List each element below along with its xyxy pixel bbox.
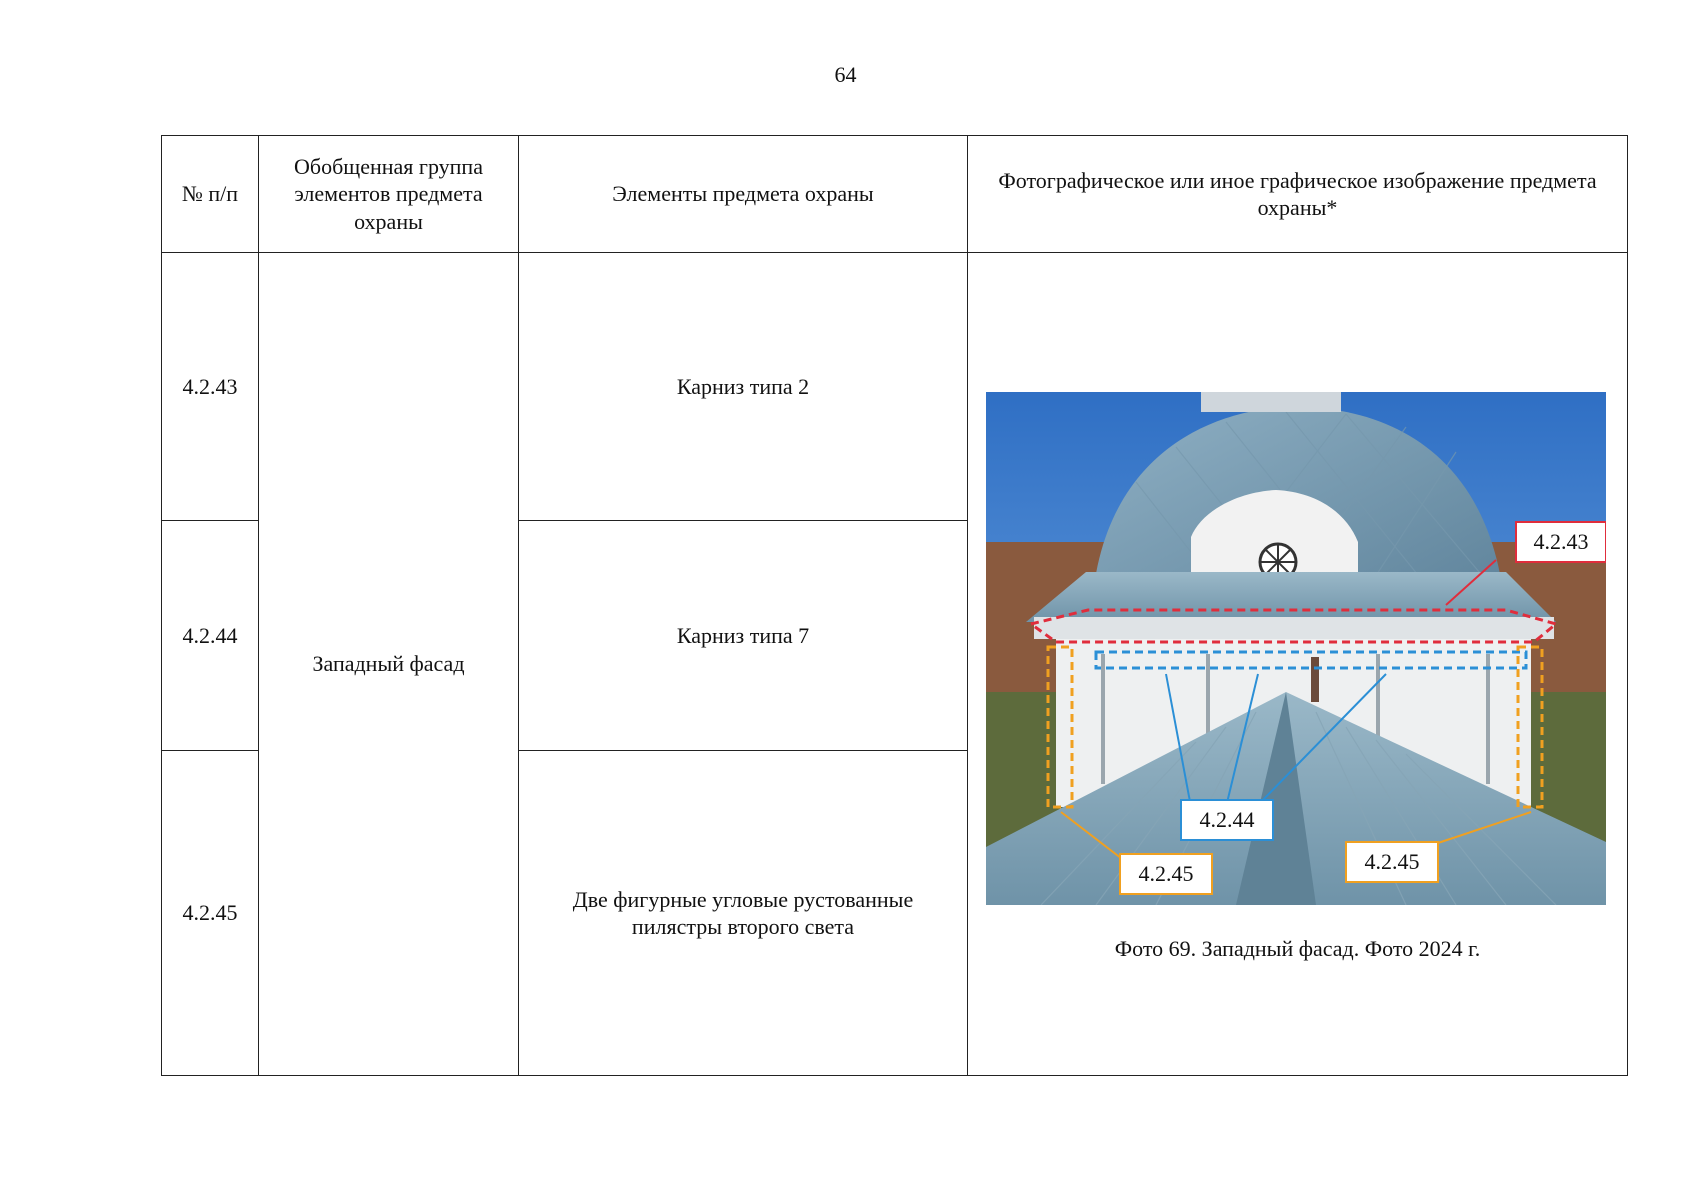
photo-cell [968,253,1628,1076]
header-elements: Элементы предмета охраны [519,136,968,253]
header-num: № п/п [162,136,259,253]
group-cell: Западный фасад [259,253,519,1076]
row-num: 4.2.44 [162,521,259,751]
photo-caption: Фото 69. Западный фасад. Фото 2024 г. [1114,936,1481,961]
row-element: Карниз типа 7 [519,521,968,751]
label-4245-left: 4.2.45 [1138,861,1194,886]
label-4243: 4.2.43 [1533,529,1589,554]
table-header-row [162,136,1628,253]
facade-photo [986,392,1606,905]
label-4245-right: 4.2.45 [1364,849,1420,874]
row-element: Две фигурные угловые рустованные пилястры второго света [519,751,968,1076]
page-number: 64 [834,62,857,87]
label-4244: 4.2.44 [1199,807,1255,832]
heritage-elements-table [161,135,1628,1076]
row-num: 4.2.43 [162,253,259,521]
table-row [162,253,1628,521]
row-num: 4.2.45 [162,751,259,1076]
row-element: Карниз типа 2 [519,253,968,521]
header-group: Обобщенная группа элементов предмета охраны [259,136,519,253]
header-photo: Фотографическое или иное графическое изображение предмета охраны* [968,136,1628,253]
